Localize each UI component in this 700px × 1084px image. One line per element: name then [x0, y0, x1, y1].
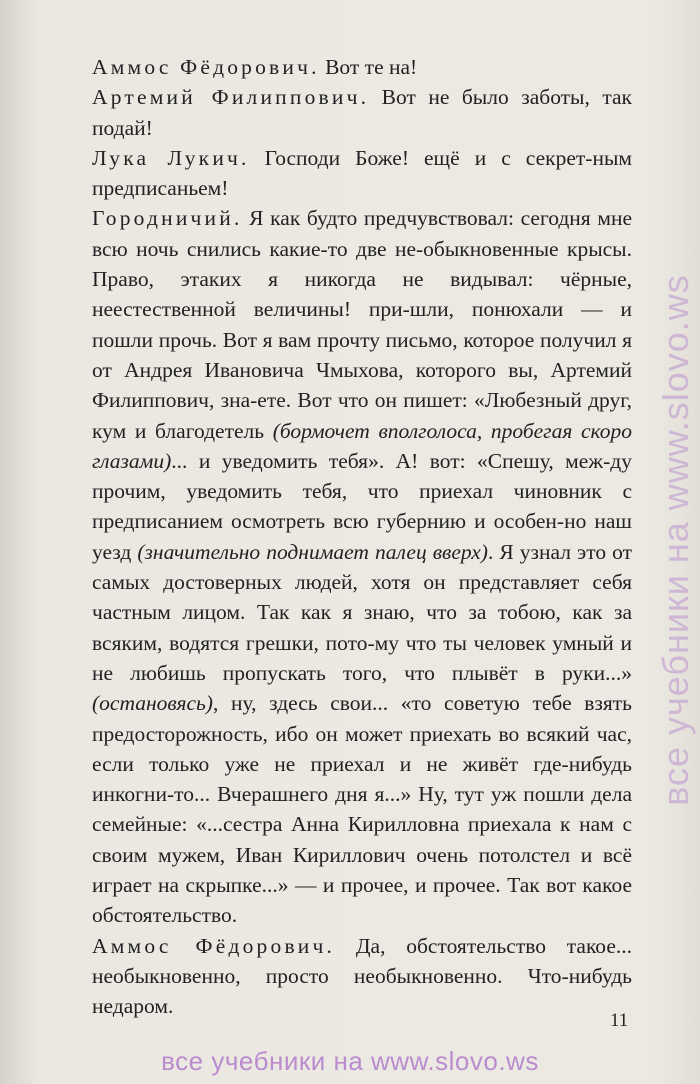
- line-text: Я как будто предчувствовал: сегодня мне всю ночь снились какие-то две не-обыкновенные крысы. Право, этаких я никогда не видывал: чёрные, неестественной величины! при-шли, понюхали — и пошли прочь. Вот я вам прочту письмо, которое получил я от Андрея Ивановича Чмыхова, которого вы, Артемий Филиппович, зна-ете. Вот что он пишет: «Любезный друг, кум и благодетель: [92, 206, 632, 443]
- speaker-name: Лука Лукич.: [92, 145, 250, 170]
- line-text: ... и уведомить тебя». А! вот: «Спешу, меж-ду прочим, уведомить тебя, что приехал чиновник с предписанием осмотреть всю губернию и особен-но наш уезд: [92, 448, 632, 564]
- line-text: Вот те на!: [319, 55, 418, 79]
- play-text: [92, 52, 632, 1022]
- line-text: Вот не было заботы, так подай!: [92, 85, 632, 140]
- line-text: Господи Боже! ещё и с секрет-ным предписаньем!: [92, 145, 632, 201]
- paragraph: [92, 143, 632, 204]
- paragraph: [92, 931, 632, 1022]
- side-watermark: все учебники на www.slovo.ws: [655, 274, 696, 806]
- speaker-name: Аммос Фёдорович.: [92, 55, 320, 79]
- paragraph: [92, 82, 632, 143]
- paragraph: [92, 52, 632, 82]
- line-text: Да, обстоятельство такое... необыкновенно, просто необыкновенно. Что-нибудь недаром.: [92, 933, 632, 1019]
- stage-direction: (значительно поднимает палец вверх): [137, 539, 488, 564]
- line-text: . Я узнал это от самых достоверных людей, хотя он представляет себя частным лицом. Так как я знаю, что за тобою, как за всяким, водятся грешки, пото-му что ты человек умный и не любишь пропускать того, что плывёт в руки...»: [92, 539, 632, 685]
- stage-direction: (бормочет вполголоса, пробегая скоро глазами): [92, 418, 632, 473]
- speaker-name: Городничий.: [92, 206, 243, 231]
- page-number: 11: [610, 1010, 629, 1031]
- speaker-name: Артемий Филиппович.: [92, 85, 370, 110]
- paragraph: [92, 203, 632, 930]
- bottom-watermark: все учебники на www.slovo.ws: [161, 1046, 539, 1076]
- stage-direction: (остановясь): [92, 691, 213, 716]
- line-text: , ну, здесь свои... «то советую тебе взять предосторожность, ибо он может приехать во всякий час, если только уже не приехал и не живёт где-нибудь инкогни-то... Вчерашнего дня я...» Ну, тут уж пошли дела семейные: «...сестра Анна Кирилловна приехала к нам с своим мужем, Иван Кириллович очень потолстел и всё играет на скрыпке...» — и прочее, и прочее. Так вот какое обстоятельство.: [92, 691, 632, 928]
- speaker-name: Аммос Фёдорович.: [92, 933, 336, 958]
